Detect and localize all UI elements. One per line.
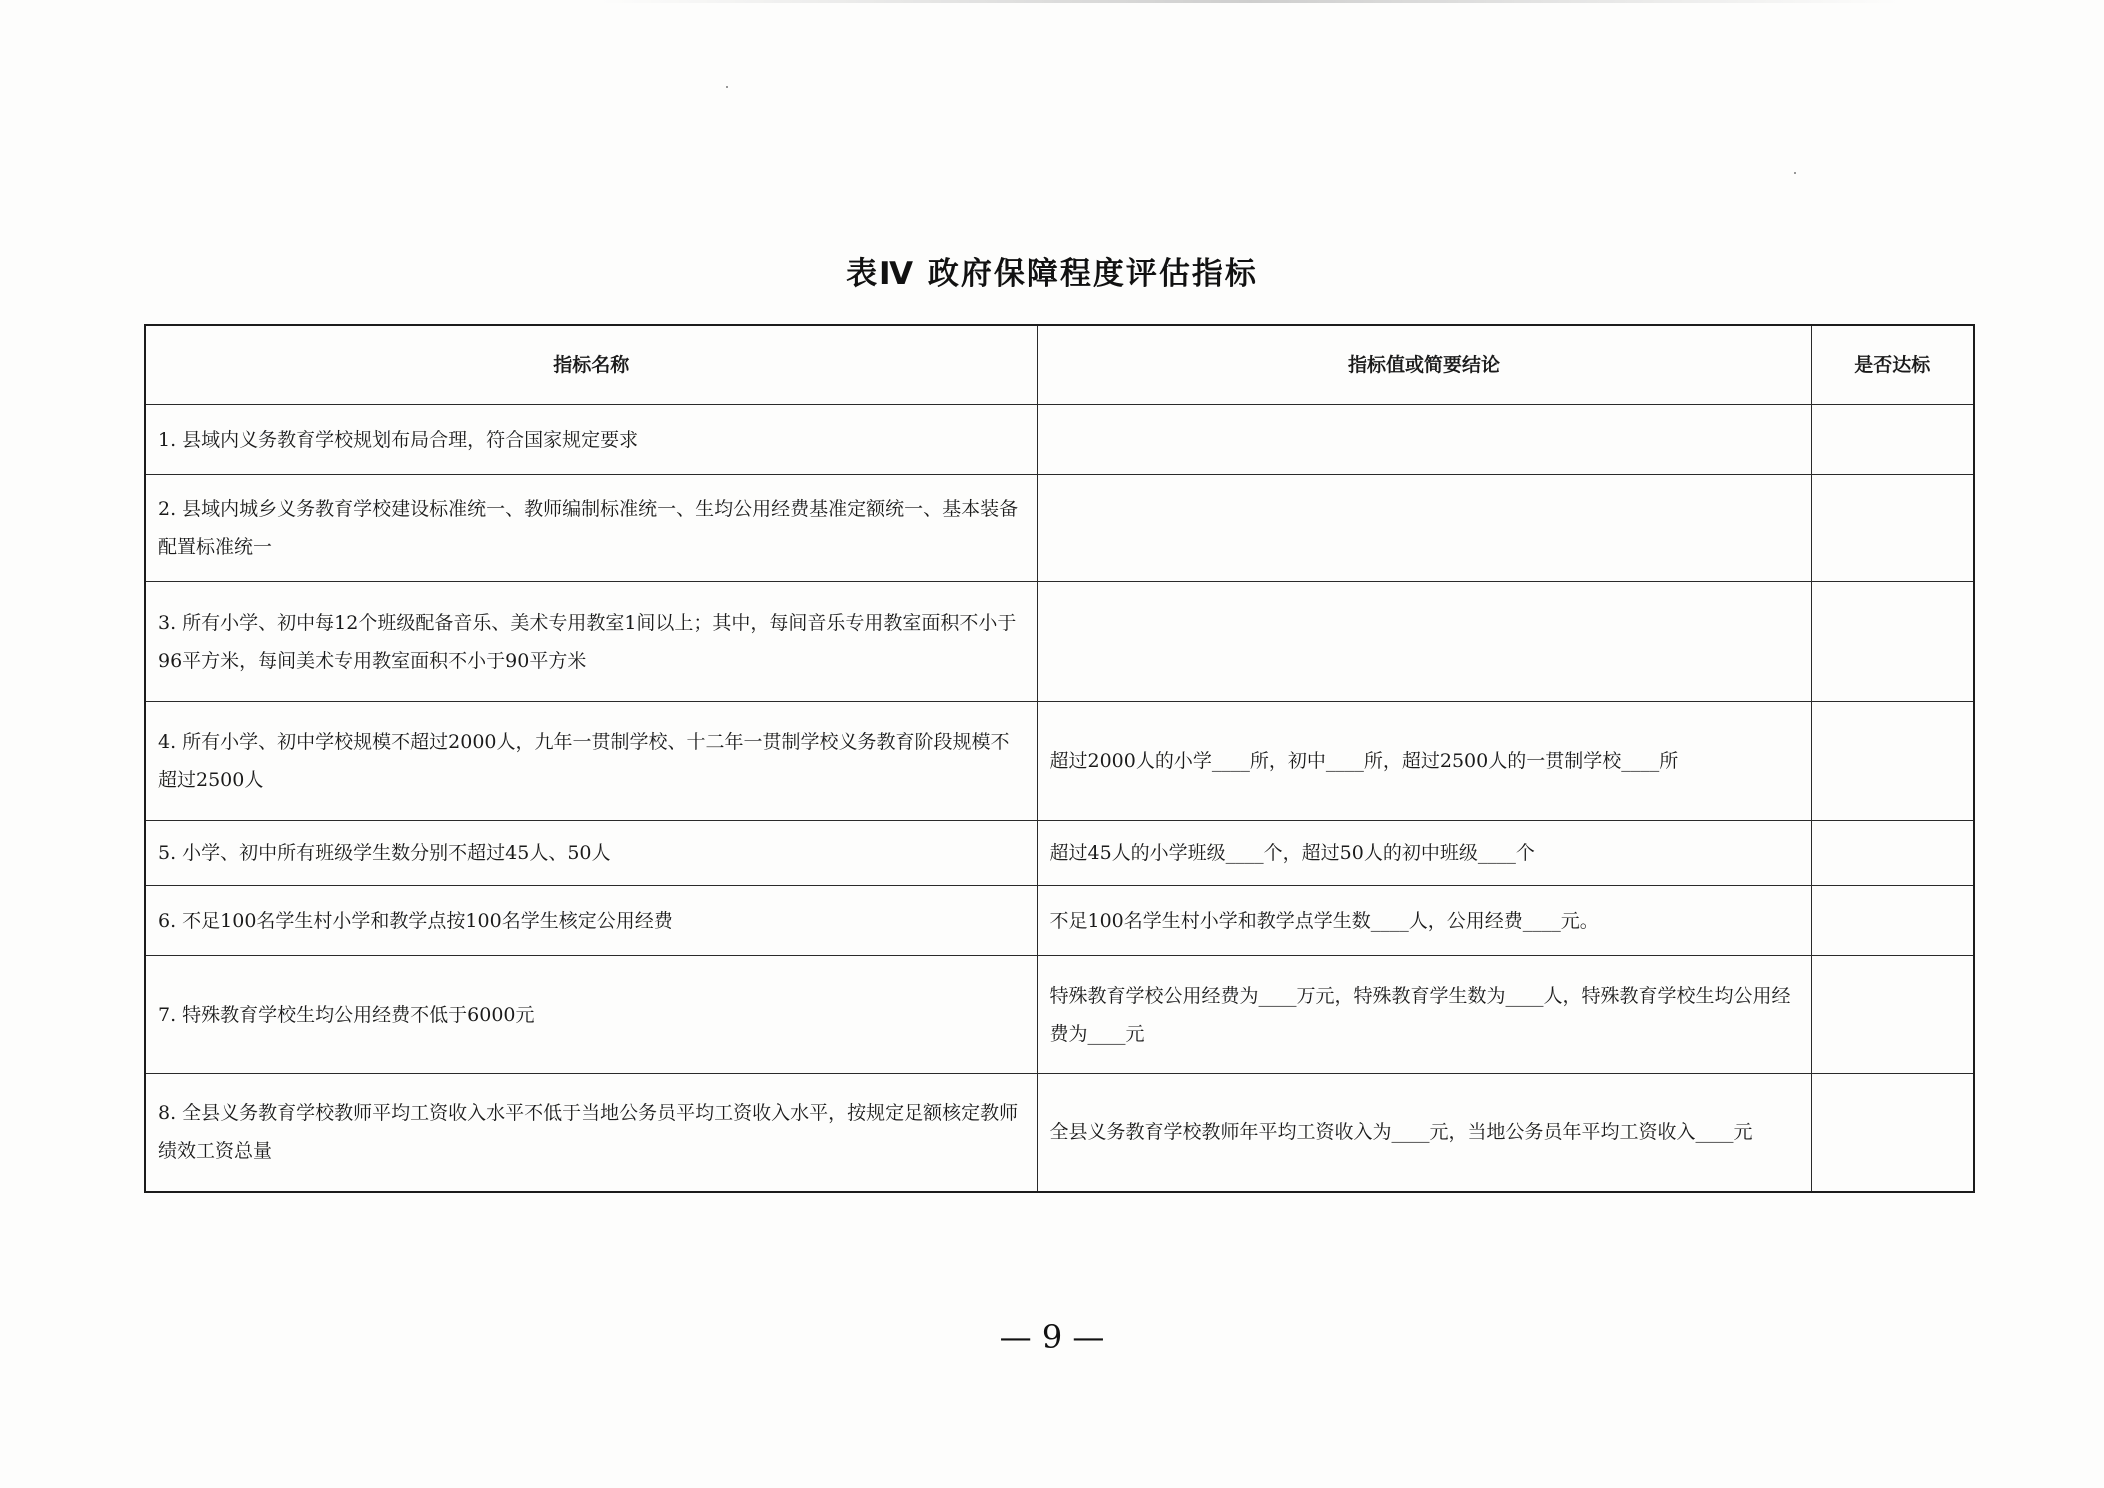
indicator-name-cell: 2. 县域内城乡义务教育学校建设标准统一、教师编制标准统一、生均公用经费基准定额统一、基本装备配置标准统一 [145, 475, 1037, 582]
table-row [145, 405, 1974, 475]
header-indicator-value: 指标值或简要结论 [1037, 325, 1811, 405]
table-row [145, 582, 1974, 702]
met-standard-cell [1811, 886, 1974, 956]
met-standard-cell [1811, 1074, 1974, 1192]
indicator-value-cell: 超过45人的小学班级____个，超过50人的初中班级____个 [1037, 821, 1811, 886]
page-title: 表Ⅳ 政府保障程度评估指标 [846, 256, 1258, 292]
table-row [145, 702, 1974, 821]
indicator-name-cell: 6. 不足100名学生村小学和教学点按100名学生核定公用经费 [145, 886, 1037, 956]
indicator-value-cell: 特殊教育学校公用经费为____万元，特殊教育学生数为____人，特殊教育学校生均公用经费为____元 [1037, 956, 1811, 1074]
indicator-table [144, 324, 1975, 1193]
header-met-standard: 是否达标 [1811, 325, 1974, 405]
scan-top-edge [600, 0, 1900, 3]
indicator-name-cell: 5. 小学、初中所有班级学生数分别不超过45人、50人 [145, 821, 1037, 886]
met-standard-cell [1811, 702, 1974, 821]
table-row [145, 1074, 1974, 1192]
table-row [145, 886, 1974, 956]
indicator-value-cell [1037, 475, 1811, 582]
met-standard-cell [1811, 475, 1974, 582]
table-header-row [145, 325, 1974, 405]
indicator-value-cell [1037, 405, 1811, 475]
met-standard-cell [1811, 956, 1974, 1074]
met-standard-cell [1811, 821, 1974, 886]
indicator-name-cell: 4. 所有小学、初中学校规模不超过2000人，九年一贯制学校、十二年一贯制学校义务教育阶段规模不超过2500人 [145, 702, 1037, 821]
table-row [145, 475, 1974, 582]
indicator-name-cell: 1. 县域内义务教育学校规划布局合理，符合国家规定要求 [145, 405, 1037, 475]
indicator-name-cell: 8. 全县义务教育学校教师平均工资收入水平不低于当地公务员平均工资收入水平，按规定足额核定教师绩效工资总量 [145, 1074, 1037, 1192]
indicator-value-cell: 不足100名学生村小学和教学点学生数____人，公用经费____元。 [1037, 886, 1811, 956]
header-indicator-name: 指标名称 [145, 325, 1037, 405]
indicator-name-cell: 3. 所有小学、初中每12个班级配备音乐、美术专用教室1间以上；其中，每间音乐专用教室面积不小于96平方米，每间美术专用教室面积不小于90平方米 [145, 582, 1037, 702]
indicator-value-cell [1037, 582, 1811, 702]
met-standard-cell [1811, 405, 1974, 475]
met-standard-cell [1811, 582, 1974, 702]
table-row [145, 821, 1974, 886]
scan-speck [726, 86, 728, 88]
indicator-value-cell: 全县义务教育学校教师年平均工资收入为____元，当地公务员年平均工资收入____元 [1037, 1074, 1811, 1192]
indicator-name-cell: 7. 特殊教育学校生均公用经费不低于6000元 [145, 956, 1037, 1074]
table-row [145, 956, 1974, 1074]
scan-speck [1794, 172, 1796, 174]
indicator-value-cell: 超过2000人的小学____所，初中____所，超过2500人的一贯制学校____所 [1037, 702, 1811, 821]
page-number: — 9 — [999, 1318, 1105, 1356]
